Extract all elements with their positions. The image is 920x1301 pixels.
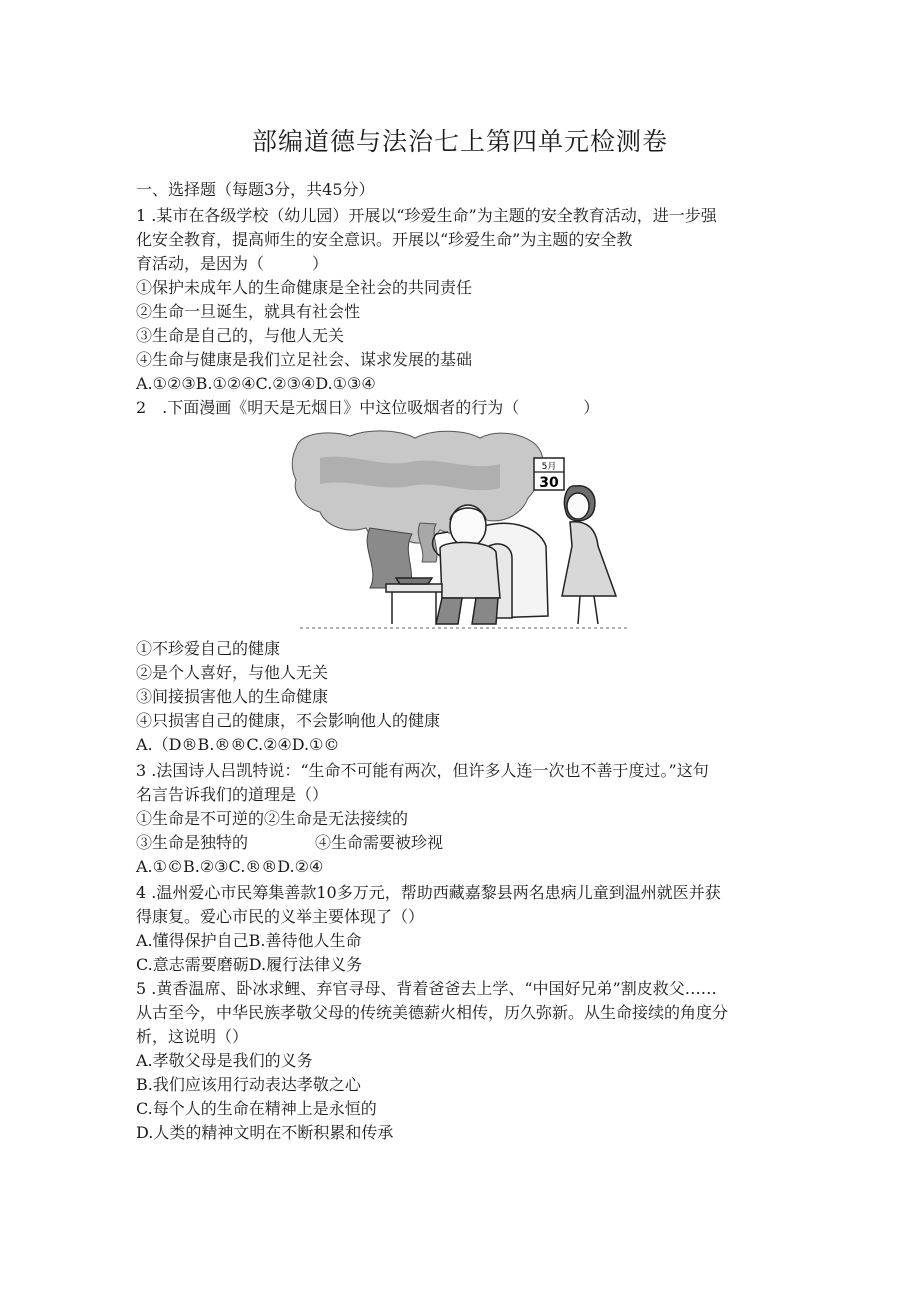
q2-option-3: ③间接损害他人的生命健康 <box>136 687 329 706</box>
page-title: 部编道德与法治七上第四单元检测卷 <box>251 127 668 156</box>
q2-option-2: ②是个人喜好，与他人无关 <box>136 663 329 682</box>
q1-option-2: ②生命一旦诞生，就具有社会性 <box>136 302 361 321</box>
q5-option-d: D.人类的精神文明在不断积累和传承 <box>136 1123 394 1142</box>
q5-stem-line-2: 从古至今，中华民族孝敬父母的传统美德薪火相传，历久弥新。从生命接续的角度分 <box>136 1003 729 1022</box>
q5-option-b: B.我们应该用行动表达孝敬之心 <box>136 1075 361 1094</box>
q2-choices: A.（D®B.®®C.②④D.①© <box>136 735 340 754</box>
q2-option-4: ④只损害自己的健康，不会影响他人的健康 <box>136 711 441 730</box>
calendar-icon <box>534 458 564 491</box>
q2-stem: 2 .下面漫画《明天是无烟日》中这位吸烟者的行为（ ） <box>136 398 600 417</box>
q4-stem-line-1: 4 .温州爱心市民筹集善款10多万元，帮助西藏嘉黎县两名患病儿童到温州就医并获 <box>136 883 721 902</box>
q3-option-4: ④生命需要被珍视 <box>315 833 444 852</box>
q5-stem-line-1: 5 .黄香温席、卧冰求鲤、弃官寻母、背着爸爸去上学、“中国好兄弟”割皮救父…… <box>136 979 717 998</box>
q1-stem-line-1: 1 .某市在各级学校（幼儿园）开展以“珍爱生命”为主题的安全教育活动，进一步强 <box>136 206 717 225</box>
section-heading: 一、选择题（每题3分，共45分） <box>136 180 375 199</box>
q4-stem-line-2: 得康复。爱心市民的义举主要体现了（） <box>136 907 425 926</box>
q1-stem-line-2: 化安全教育，提高师生的安全意识。开展以“珍爱生命”为主题的安全教 <box>136 230 633 249</box>
q3-choices: A.①©B.②③C.®®D.②④ <box>136 857 324 876</box>
q3-options-line-1: ①生命是不可逆的②生命是无法接续的 <box>136 809 409 828</box>
calendar-month: 5月 <box>541 462 557 472</box>
q3-stem-line-2: 名言告诉我们的道理是（） <box>136 785 329 804</box>
q5-stem-line-3: 析，这说明（） <box>136 1027 249 1046</box>
woman-figure <box>562 486 616 624</box>
side-table <box>386 578 442 624</box>
q3-stem-line-1: 3 .法国诗人吕凯特说：“生命不可能有两次，但许多人连一次也不善于度过。”这句 <box>136 761 709 780</box>
q4-choices-line-1: A.懂得保护自己B.善待他人生命 <box>136 931 362 950</box>
q1-option-3: ③生命是自己的，与他人无关 <box>136 326 345 345</box>
q3-option-3: ③生命是独特的 <box>136 833 249 852</box>
no-smoking-day-cartoon <box>290 428 635 640</box>
q1-stem-line-3: 育活动，是因为（ ） <box>136 254 329 273</box>
q4-choices-line-2: C.意志需要磨砺D.履行法律义务 <box>136 955 363 974</box>
q5-option-a: A.孝敬父母是我们的义务 <box>136 1051 313 1070</box>
q1-option-1: ①保护未成年人的生命健康是全社会的共同责任 <box>136 278 473 297</box>
q1-choices: A.①②③B.①②④C.②③④D.①③④ <box>136 374 376 393</box>
q1-option-4: ④生命与健康是我们立足社会、谋求发展的基础 <box>136 350 473 369</box>
calendar-day: 30 <box>539 475 559 491</box>
q2-option-1: ①不珍爱自己的健康 <box>136 639 281 658</box>
q5-option-c: C.每个人的生命在精神上是永恒的 <box>136 1099 377 1118</box>
